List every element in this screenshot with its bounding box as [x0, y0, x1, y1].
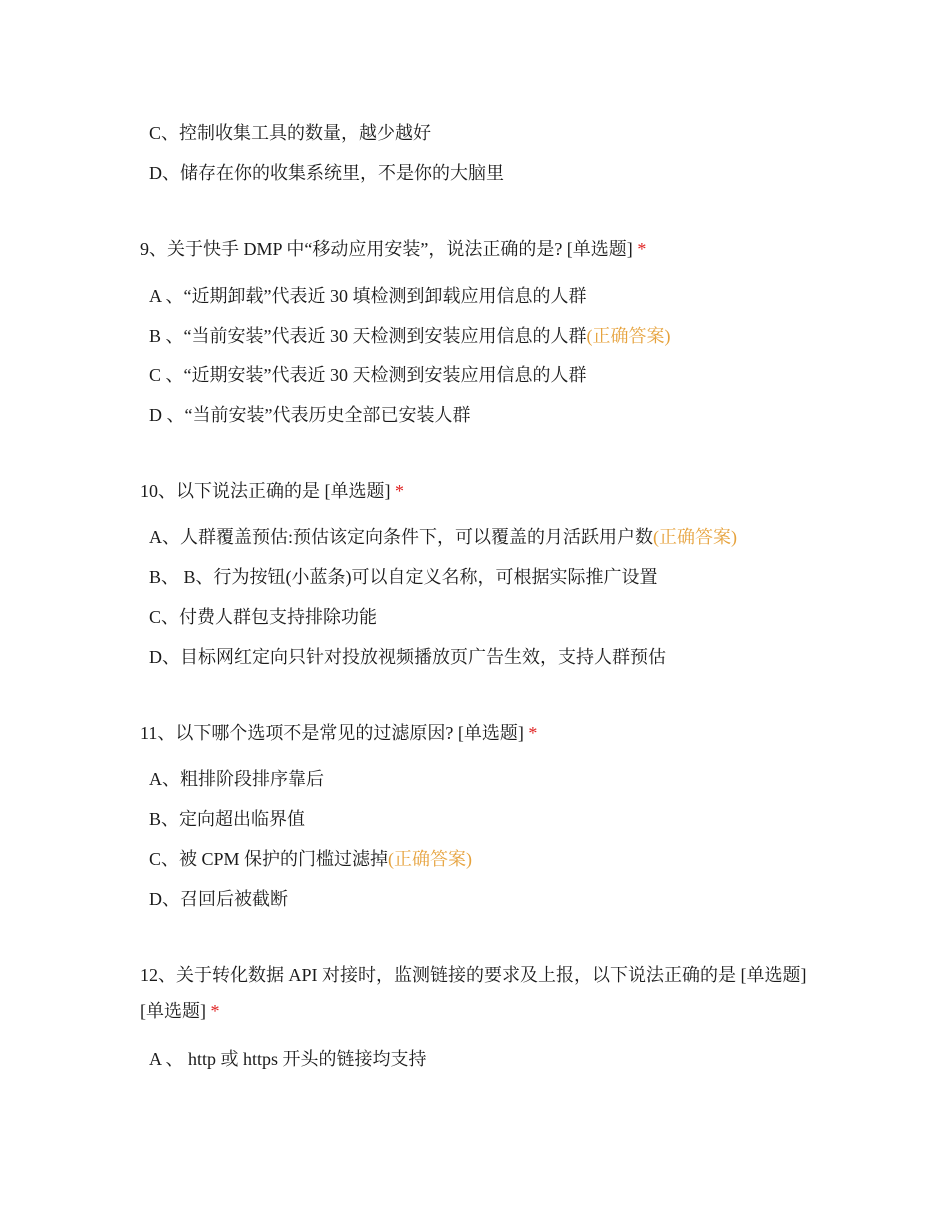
question-9-title	[140, 231, 820, 267]
question-10-title	[140, 473, 820, 509]
option-9-a: A 、“近期卸载”代表近 30 填检测到卸载应用信息的人群	[149, 286, 587, 306]
option-11-c: C、被 CPM 保护的门槛过滤掉(正确答案)	[149, 849, 473, 869]
question-10-text: 10、以下说法正确的是 [单选题]	[140, 481, 391, 501]
option-10-c: C、付费人群包支持排除功能	[149, 607, 378, 627]
required-mark: *	[528, 723, 538, 743]
option-9-c: C 、“近期安装”代表近 30 天检测到安装应用信息的人群	[149, 365, 587, 385]
question-9-text: 9、关于快手 DMP 中“移动应用安装”，说法正确的是? [单选题]	[140, 239, 633, 259]
question-12-text: 12、关于转化数据 API 对接时，监测链接的要求及上报，以下说法正确的是 [单选题] [单选题]	[140, 965, 807, 1021]
required-mark: *	[395, 481, 404, 501]
question-11-text: 11、以下哪个选项不是常见的过滤原因? [单选题]	[140, 723, 524, 743]
option-11-a: A、粗排阶段排序靠后	[149, 769, 324, 789]
required-mark: *	[210, 1001, 220, 1021]
option-10-a: A、人群覆盖预估:预估该定向条件下，可以覆盖的月活跃用户数(正确答案)	[149, 527, 737, 547]
option-9-d: D 、“当前安装”代表历史全部已安装人群	[149, 405, 471, 425]
correct-answer-mark: (正确答案)	[653, 527, 737, 547]
required-mark: *	[637, 239, 647, 259]
option-11-d: D、召回后被截断	[149, 889, 288, 909]
option-10-d: D、目标网红定向只针对投放视频播放页广告生效，支持人群预估	[149, 647, 666, 667]
question-12-title	[140, 957, 820, 1029]
option-8-d: D、储存在你的收集系统里，不是你的大脑里	[149, 163, 504, 183]
option-9-b: B 、“当前安装”代表近 30 天检测到安装应用信息的人群(正确答案)	[149, 326, 671, 346]
correct-answer-mark: (正确答案)	[388, 849, 473, 869]
option-12-a: A 、 http 或 https 开头的链接均支持	[149, 1049, 427, 1069]
correct-answer-mark: (正确答案)	[586, 326, 671, 346]
question-11-title	[140, 715, 820, 751]
option-10-b: B、 B、行为按钮(小蓝条)可以自定义名称，可根据实际推广设置	[149, 567, 658, 587]
option-11-b: B、定向超出临界值	[149, 809, 306, 829]
option-8-c: C、控制收集工具的数量，越少越好	[149, 123, 432, 143]
